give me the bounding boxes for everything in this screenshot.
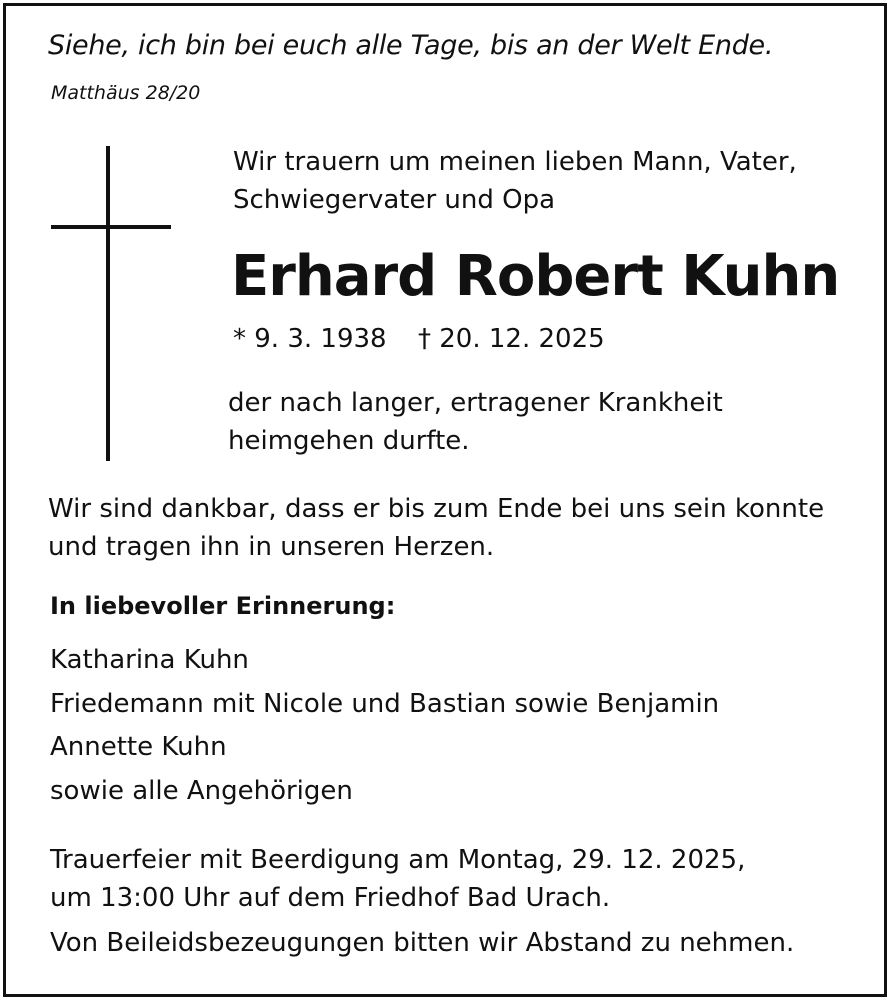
death-date: † 20. 12. 2025	[418, 324, 605, 354]
illness-line: heimgehen durfte.	[228, 426, 470, 456]
birth-date: * 9. 3. 1938	[233, 324, 387, 354]
mourner-item: sowie alle Angehörigen	[50, 775, 353, 806]
service-line: Trauerfeier mit Beerdigung am Montag, 29. 12. 2025,	[50, 845, 746, 875]
illness-text	[228, 384, 723, 460]
thanks-text	[48, 490, 824, 566]
mourner-item: Friedemann mit Nicole und Bastian sowie Benjamin	[50, 688, 720, 719]
deceased-name: Erhard Robert Kuhn	[231, 244, 840, 309]
mourners-list	[50, 639, 719, 813]
condolence-note: Von Beileidsbezeugungen bitten wir Abstand zu nehmen.	[50, 928, 795, 958]
service-info	[50, 841, 745, 917]
illness-line: der nach langer, ertragener Krankheit	[228, 388, 723, 418]
lead-text	[233, 143, 797, 219]
mourner-item: Annette Kuhn	[50, 732, 227, 762]
thanks-line: Wir sind dankbar, dass er bis zum Ende bei uns sein konnte	[48, 494, 825, 524]
lead-line: Schwiegervater und Opa	[233, 185, 556, 215]
memory-heading: In liebevoller Erinnerung:	[50, 592, 396, 620]
cross-icon-bar	[51, 225, 171, 229]
verse-reference: Matthäus 28/20	[51, 82, 201, 104]
service-line: um 13:00 Uhr auf dem Friedhof Bad Urach.	[50, 883, 611, 913]
bible-verse: Siehe, ich bin bei euch alle Tage, bis an der Welt Ende.	[48, 30, 774, 61]
cross-icon	[106, 146, 110, 461]
thanks-line: und tragen ihn in unseren Herzen.	[48, 532, 495, 562]
lead-line: Wir trauern um meinen lieben Mann, Vater,	[233, 147, 797, 177]
mourner-item: Katharina Kuhn	[50, 645, 249, 675]
obituary-frame	[3, 3, 887, 997]
